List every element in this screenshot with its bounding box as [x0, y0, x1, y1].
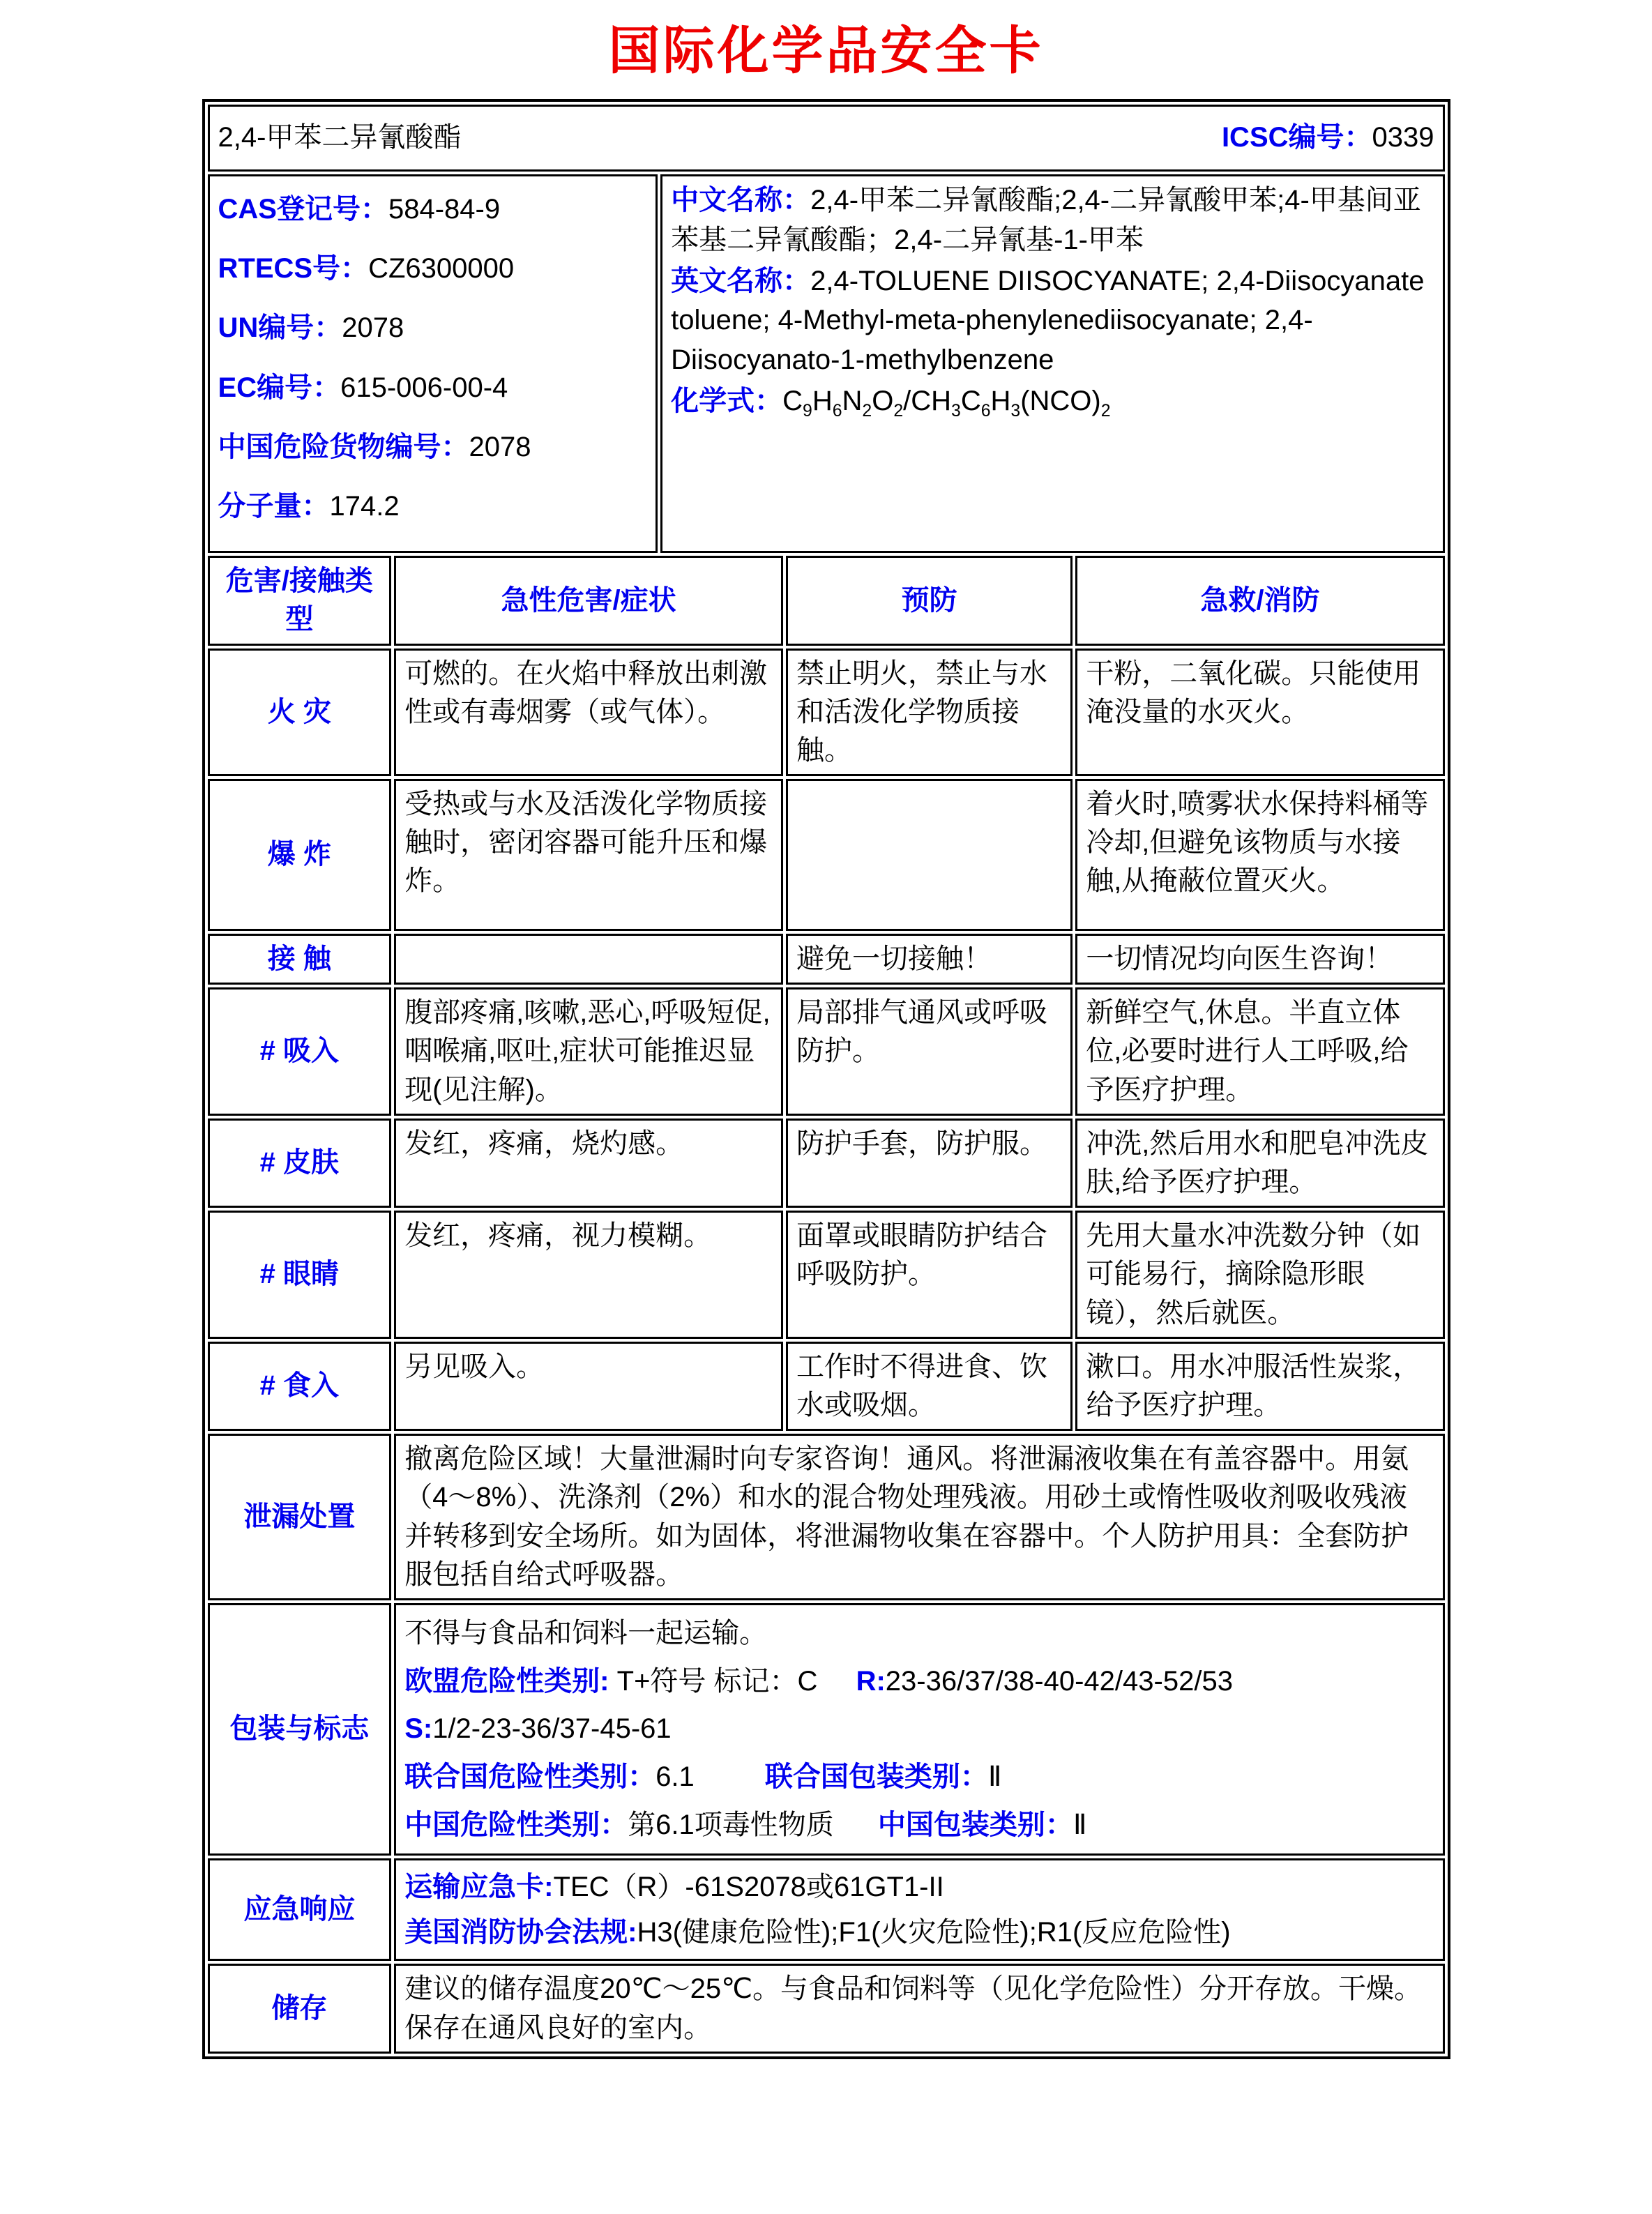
mw-label: 分子量： [218, 490, 330, 522]
cn-hazard-class-value: 第6.1项毒性物质 [628, 1810, 834, 1841]
row-fire [208, 649, 1445, 777]
cn-dg-line [218, 428, 648, 467]
rtecs-line [218, 250, 648, 288]
header-symptoms: 急性危害/症状 [394, 556, 783, 645]
fire-prevention-cell: 禁止明火，禁止与水和活泼化学物质接触。 [786, 649, 1073, 777]
row-spill [208, 1434, 1445, 1600]
row-identification [208, 174, 1445, 553]
icsc-number: 0339 [1372, 122, 1434, 153]
packaging-cell [394, 1603, 1444, 1856]
header-response: 急救/消防 [1075, 556, 1444, 645]
name-icsc-cell [208, 105, 1445, 172]
nfpa-line [404, 1910, 1434, 1955]
r-phrases-label: R: [856, 1665, 886, 1697]
safety-card-table [202, 99, 1450, 2059]
skin-prevention-cell: 防护手套，防护服。 [786, 1119, 1073, 1208]
header-hazard-type: 危害/接触类型 [208, 556, 392, 645]
packaging-cn-line [404, 1801, 1434, 1849]
ingestion-symptoms-cell: 另见吸入。 [394, 1342, 783, 1431]
explosion-prevention-cell [786, 779, 1073, 931]
icsc-label: ICSC编号： [1221, 122, 1372, 153]
ingestion-label: # 食入 [208, 1342, 392, 1431]
contact-symptoms-cell [394, 934, 783, 985]
cn-dg-label: 中国危险货物编号： [218, 431, 469, 462]
ec-value: 615-006-00-4 [340, 372, 508, 403]
formula-line [671, 381, 1434, 423]
cn-pack-group-label: 中国包装类别： [877, 1810, 1073, 1841]
packaging-un-line [404, 1753, 1434, 1801]
tec-value: TEC（R）-61S2078或61GT1-II [553, 1871, 944, 1902]
cn-dg-value: 2078 [469, 431, 531, 462]
inhalation-label: # 吸入 [208, 987, 392, 1116]
un-pack-group-label: 联合国包装类别： [764, 1761, 988, 1793]
tec-line [404, 1865, 1434, 1910]
eu-class-value: T+符号 标记：C [616, 1665, 818, 1697]
identification-right-cell [660, 174, 1444, 553]
eyes-label: # 眼睛 [208, 1211, 392, 1339]
chinese-name-line [671, 181, 1434, 260]
row-eyes [208, 1211, 1445, 1339]
storage-text-cell: 建议的储存温度20℃～25℃。与食品和饲料等（见化学危险性）分开存放。干燥。保存在通风良好的室内。 [394, 1964, 1444, 2053]
row-packaging [208, 1603, 1445, 1856]
cas-line [218, 190, 648, 229]
s-phrases-value: 1/2-23-36/37-45-61 [432, 1713, 672, 1745]
english-name-label: 英文名称： [671, 265, 811, 296]
eyes-prevention-cell: 面罩或眼睛防护结合呼吸防护。 [786, 1211, 1073, 1339]
chemical-formula-value: $C_9H_6N_2O_2/CH_3C_6H_3(NCO)_2$ [782, 385, 1111, 420]
ingestion-prevention-cell: 工作时不得进食、饮水或吸烟。 [786, 1342, 1073, 1431]
header-prevention: 预防 [786, 556, 1073, 645]
mw-line [218, 487, 648, 526]
row-title [208, 105, 1445, 172]
spill-label: 泄漏处置 [208, 1434, 392, 1600]
row-hazard-header [208, 556, 1445, 645]
emergency-cell [394, 1858, 1444, 1962]
contact-prevention-cell: 避免一切接触！ [786, 934, 1073, 985]
row-explosion [208, 779, 1445, 931]
row-skin [208, 1119, 1445, 1208]
ec-label: EC编号： [218, 372, 341, 403]
contact-label: 接 触 [208, 934, 392, 985]
english-name-value: 2,4-TOLUENE DIISOCYANATE; 2,4-Diisocyanate toluene; 4-Methyl-meta-phenylenediisocyanate; 2,4-Diisocyanato-1-methylbenzene [671, 265, 1425, 376]
un-pack-group-value: Ⅱ [987, 1761, 1002, 1793]
explosion-response-cell: 着火时,喷雾状水保持料桶等冷却,但避免该物质与水接触,从掩蔽位置灭火。 [1075, 779, 1444, 931]
identification-left-cell [208, 174, 658, 553]
english-name-line [671, 261, 1434, 380]
spill-text-cell: 撤离危险区域！大量泄漏时向专家咨询！通风。将泄漏液收集在有盖容器中。用氨（4～8%）、洗涤剂（2%）和水的混合物处理残液。用砂土或惰性吸收剂吸收残液并转移到安全场所。如为固体，将泄漏物收集在容器中。个人防护用具：全套防护服包括自给式呼吸器。 [394, 1434, 1444, 1600]
emergency-label: 应急响应 [208, 1858, 392, 1962]
skin-label: # 皮肤 [208, 1119, 392, 1208]
eyes-response-cell: 先用大量水冲洗数分钟（如可能易行，摘除隐形眼镜），然后就医。 [1075, 1211, 1444, 1339]
nfpa-label: 美国消防协会法规: [404, 1916, 637, 1948]
chinese-name-value: 2,4-甲苯二异氰酸酯;2,4-二异氰酸甲苯;4-甲基间亚苯基二异氰酸酯；2,4-二异氰基-1-甲苯 [671, 185, 1421, 255]
chemical-name: 2,4-甲苯二异氰酸酯 [218, 122, 462, 153]
ec-line [218, 369, 648, 407]
row-contact [208, 934, 1445, 985]
s-phrases-label: S: [404, 1713, 433, 1745]
page-title: 国际化学品安全卡 [608, 22, 1044, 79]
icsc-number-group [1222, 119, 1434, 157]
row-emergency [208, 1858, 1445, 1962]
r-phrases-value: 23-36/37/38-40-42/43-52/53 [885, 1665, 1233, 1697]
inhalation-response-cell: 新鲜空气,休息。半直立体位,必要时进行人工呼吸,给予医疗护理。 [1075, 987, 1444, 1116]
fire-response-cell: 干粉，二氧化碳。只能使用淹没量的水灭火。 [1075, 649, 1444, 777]
chemical-formula-label: 化学式： [671, 385, 783, 416]
un-hazard-class-value: 6.1 [656, 1761, 695, 1793]
cn-pack-group-value: Ⅱ [1073, 1810, 1087, 1841]
packaging-label: 包装与标志 [208, 1603, 392, 1856]
inhalation-prevention-cell: 局部排气通风或呼吸防护。 [786, 987, 1073, 1116]
contact-response-cell: 一切情况均向医生咨询！ [1075, 934, 1444, 985]
row-ingestion [208, 1342, 1445, 1431]
rtecs-label: RTECS号： [218, 253, 369, 285]
skin-response-cell: 冲洗,然后用水和肥皂冲洗皮肤,给予医疗护理。 [1075, 1119, 1444, 1208]
rtecs-value: CZ6300000 [368, 253, 515, 285]
cas-label: CAS登记号： [218, 194, 388, 225]
skin-symptoms-cell: 发红，疼痛，烧灼感。 [394, 1119, 783, 1208]
cn-hazard-class-label: 中国危险性类别： [404, 1810, 628, 1841]
fire-symptoms-cell: 可燃的。在火焰中释放出刺激性或有毒烟雾（或气体）。 [394, 649, 783, 777]
explosion-symptoms-cell: 受热或与水及活泼化学物质接触时，密闭容器可能升压和爆炸。 [394, 779, 783, 931]
packaging-eu-line [404, 1658, 1434, 1706]
ingestion-response-cell: 漱口。用水冲服活性炭浆，给予医疗护理。 [1075, 1342, 1444, 1431]
packaging-s-line [404, 1705, 1434, 1753]
eyes-symptoms-cell: 发红，疼痛，视力模糊。 [394, 1211, 783, 1339]
un-line [218, 309, 648, 347]
storage-label: 储存 [208, 1964, 392, 2053]
row-storage [208, 1964, 1445, 2053]
cas-value: 584-84-9 [388, 194, 501, 225]
mw-value: 174.2 [329, 490, 400, 522]
un-hazard-class-label: 联合国危险性类别： [404, 1761, 656, 1793]
inhalation-symptoms-cell: 腹部疼痛,咳嗽,恶心,呼吸短促,咽喉痛,呕吐,症状可能推迟显现(见注解)。 [394, 987, 783, 1116]
eu-class-label: 欧盟危险性类别: [404, 1665, 609, 1697]
tec-label: 运输应急卡: [404, 1871, 554, 1902]
un-label: UN编号： [218, 312, 342, 344]
row-inhalation [208, 987, 1445, 1116]
un-value: 2078 [342, 312, 404, 344]
chinese-name-label: 中文名称： [671, 185, 811, 215]
nfpa-value: H3(健康危险性);F1(火灾危险性);R1(反应危险性) [637, 1916, 1231, 1948]
explosion-label: 爆 炸 [208, 779, 392, 931]
fire-label: 火 灾 [208, 649, 392, 777]
packaging-transport-line: 不得与食品和饲料一起运输。 [404, 1617, 768, 1648]
